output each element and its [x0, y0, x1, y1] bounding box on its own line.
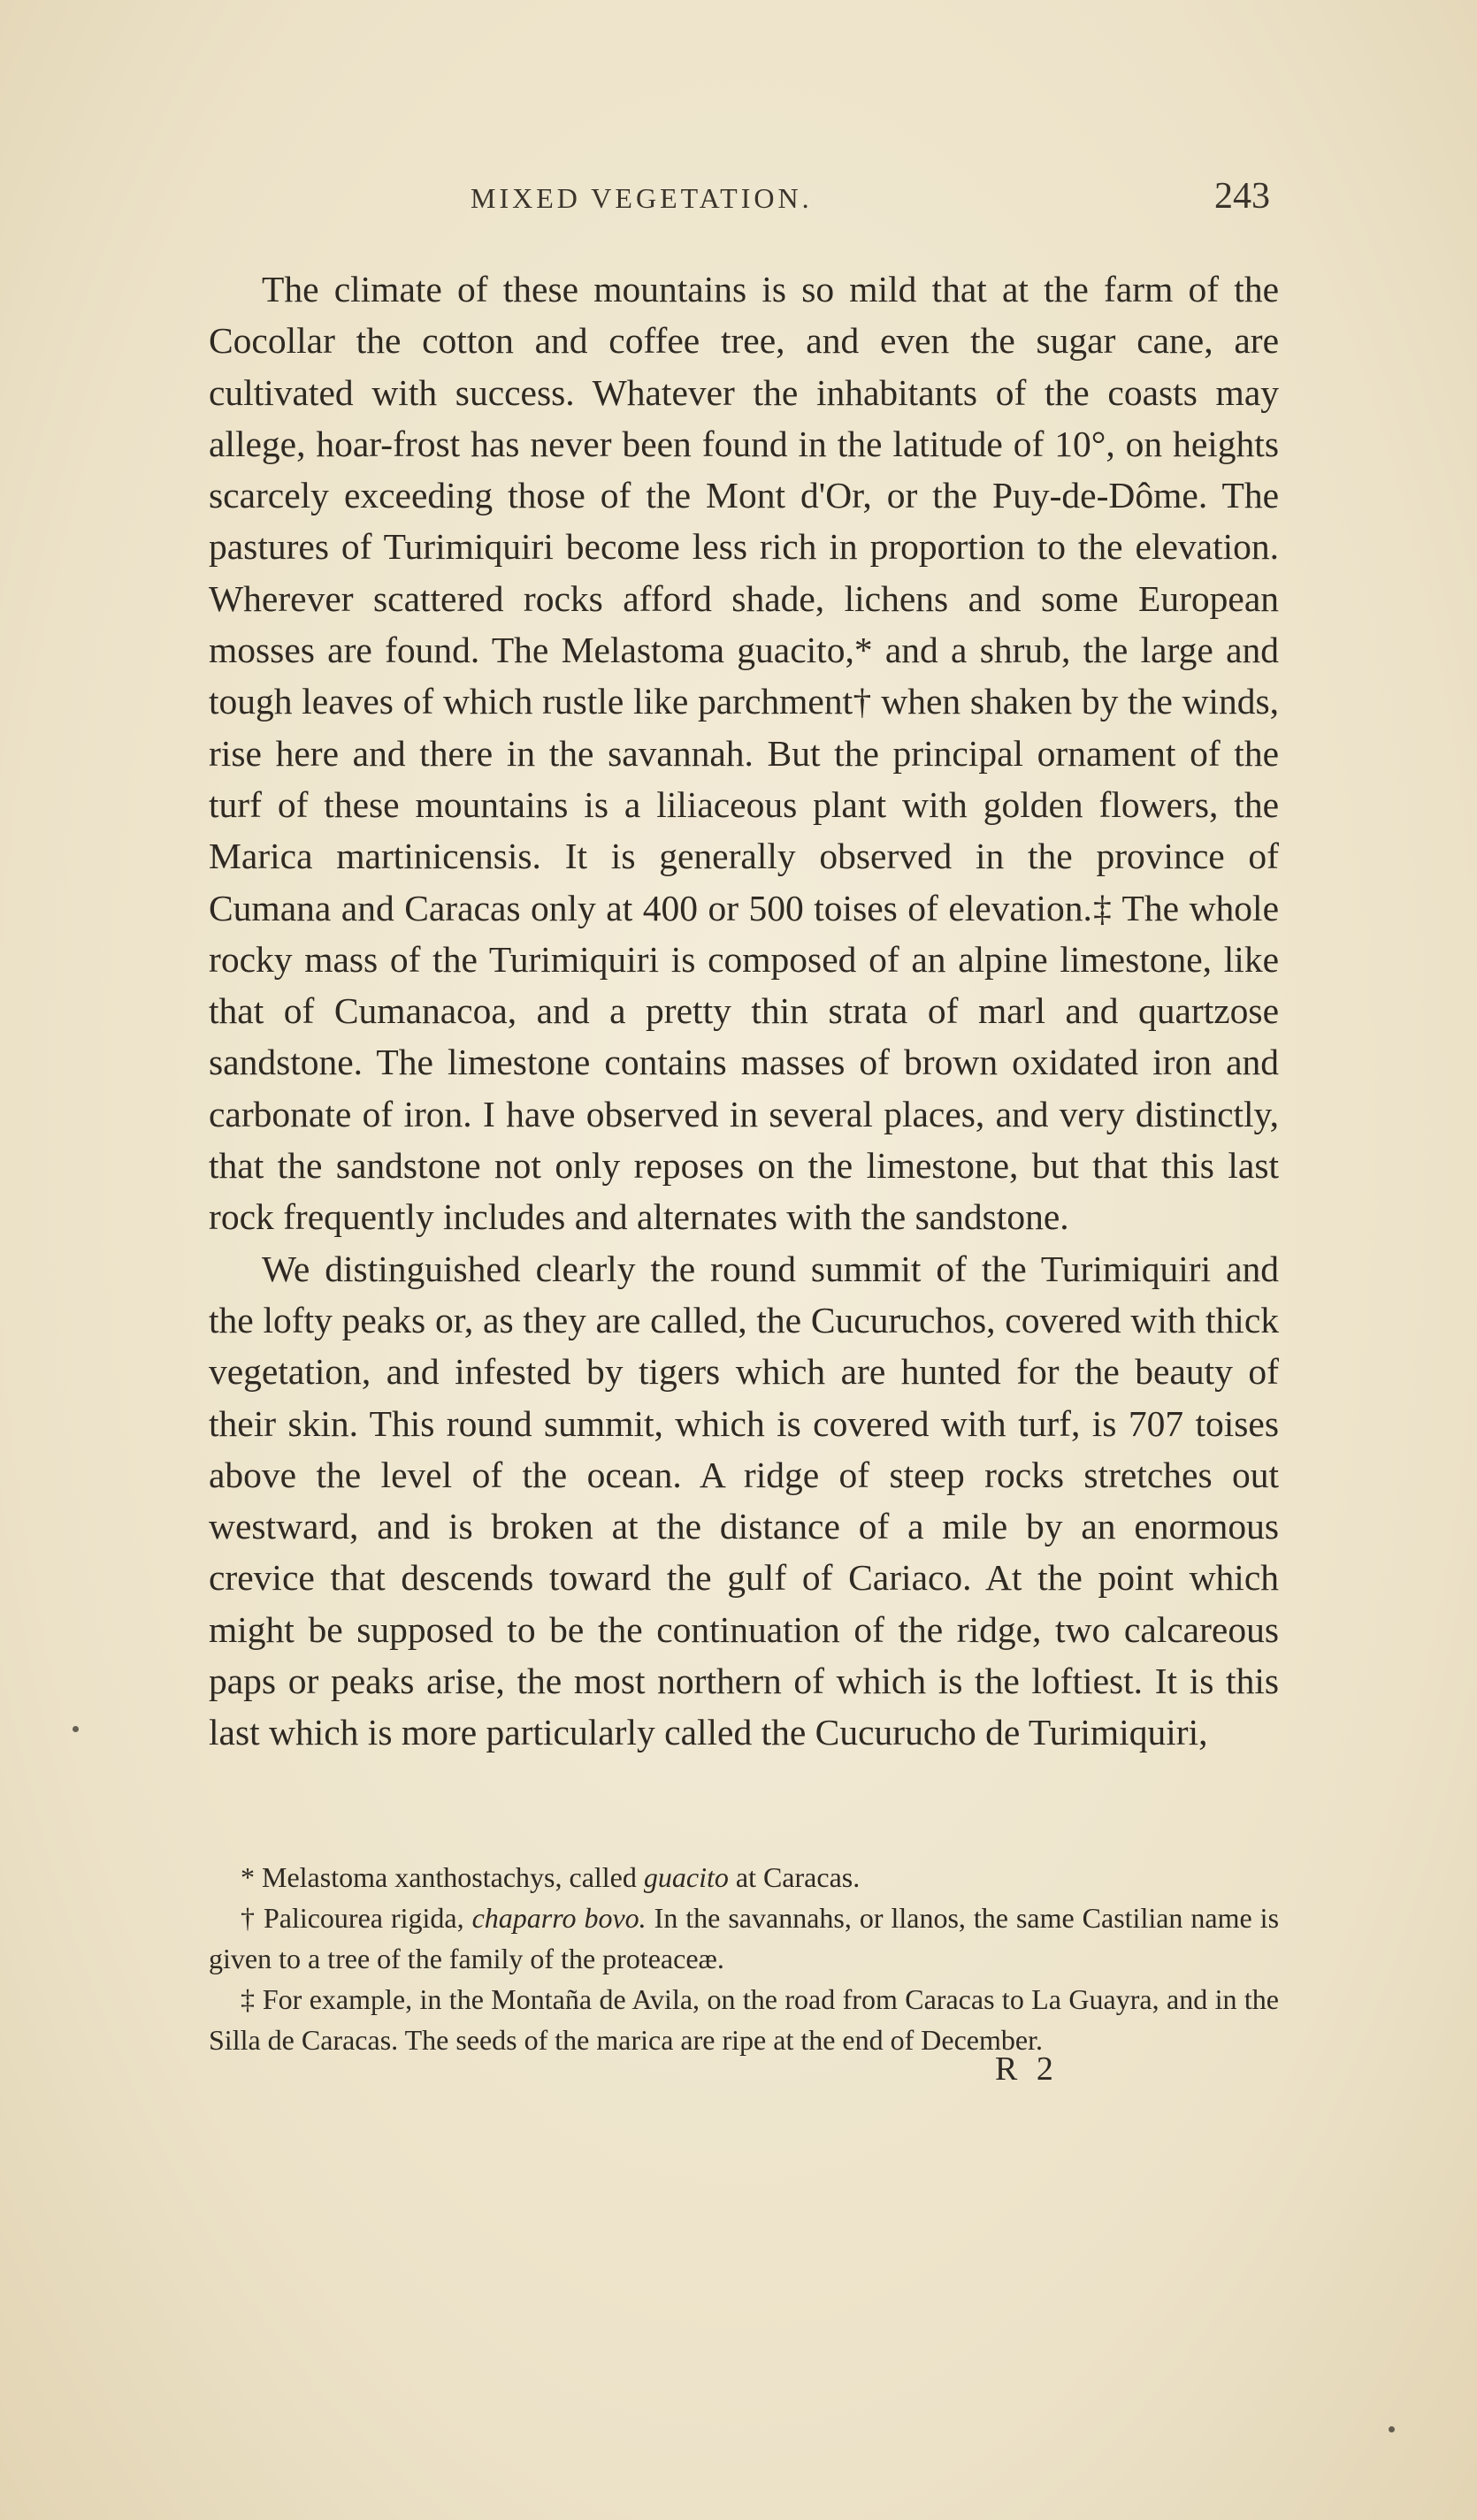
speck — [1389, 2426, 1395, 2432]
footnote-1-italic: guacito — [643, 1861, 729, 1893]
page-number: 243 — [1214, 176, 1270, 217]
signature-mark: R 2 — [995, 2050, 1059, 2088]
footnote-1-end: at Caracas. — [728, 1861, 861, 1893]
footnote-2-text: † Palicourea rigida, — [241, 1902, 472, 1934]
paragraph-1: The climate of these mountains is so mild that at the farm of the Cocollar the cotton and coffee tree, and even the sugar cane, are cultivated with success. Whatever the inhabitants of the coasts may allege, hoar-frost has never been found in the latitude of 10°, on heights scarcely exceeding those of the Mont d'Or, or the Puy-de-Dôme. The pastures of Turimiquiri become less rich in proportion to the elevation. Wherever scattered rocks afford shade, lichens and some European mosses are found. The Melastoma guacito,* and a shrub, the large and tough leaves of which rustle like parchment† when shaken by the winds, rise here and there in the savannah. But the principal ornament of the turf of these mountains is a liliaceous plant with golden flowers, the Marica martinicensis. It is generally observed in the province of Cumana and Caracas only at 400 or 500 toises of elevation.‡ The whole rocky mass of the Turimiquiri is composed of an alpine limestone, like that of Cumanacoa, and a pretty thin strata of marl and quartzose sandstone. The limestone contains masses of brown oxidated iron and carbonate of iron. I have observed in several places, and very distinctly, that the sandstone not only reposes on the limestone, but that this last rock frequently includes and alternates with the sandstone. — [209, 269, 1279, 1238]
page-header — [209, 175, 1270, 228]
footnotes — [209, 1857, 1279, 2060]
running-title: MIXED VEGETATION. — [471, 182, 813, 214]
footnote-2-italic: chaparro bovo. — [471, 1902, 647, 1934]
footnote-1 — [209, 1857, 1279, 1898]
footnote-1-text: * Melastoma xanthostachys, called — [241, 1861, 644, 1893]
footnote-2-end: In the savannahs, or llanos, the same Castilian name is given to a tree of the family of the proteaceæ. — [209, 1902, 1280, 1974]
body-text — [209, 263, 1279, 1759]
footnote-3: ‡ For example, in the Montaña de Avila, on the road from Caracas to La Guayra, and in the Silla de Caracas. The seeds of the marica are ripe at the end of December. — [209, 1983, 1279, 2056]
speck — [73, 1726, 79, 1732]
paragraph-2: We distinguished clearly the round summit of the Turimiquiri and the lofty peaks or, as they are called, the Cucuruchos, covered with thick vegetation, and infested by tigers which are hunted for the beauty of their skin. This round summit, which is covered with turf, is 707 toises above the level of the ocean. A ridge of steep rocks stretches out westward, and is broken at the distance of a mile by an enormous crevice that descends toward the gulf of Cariaco. At the point which might be supposed to be the continuation of the ridge, two calcareous paps or peaks arise, the most northern of which is the loftiest. It is this last which is more particularly called the Cucurucho de Turimiquiri, — [209, 1248, 1279, 1753]
footnote-2 — [209, 1898, 1279, 1979]
